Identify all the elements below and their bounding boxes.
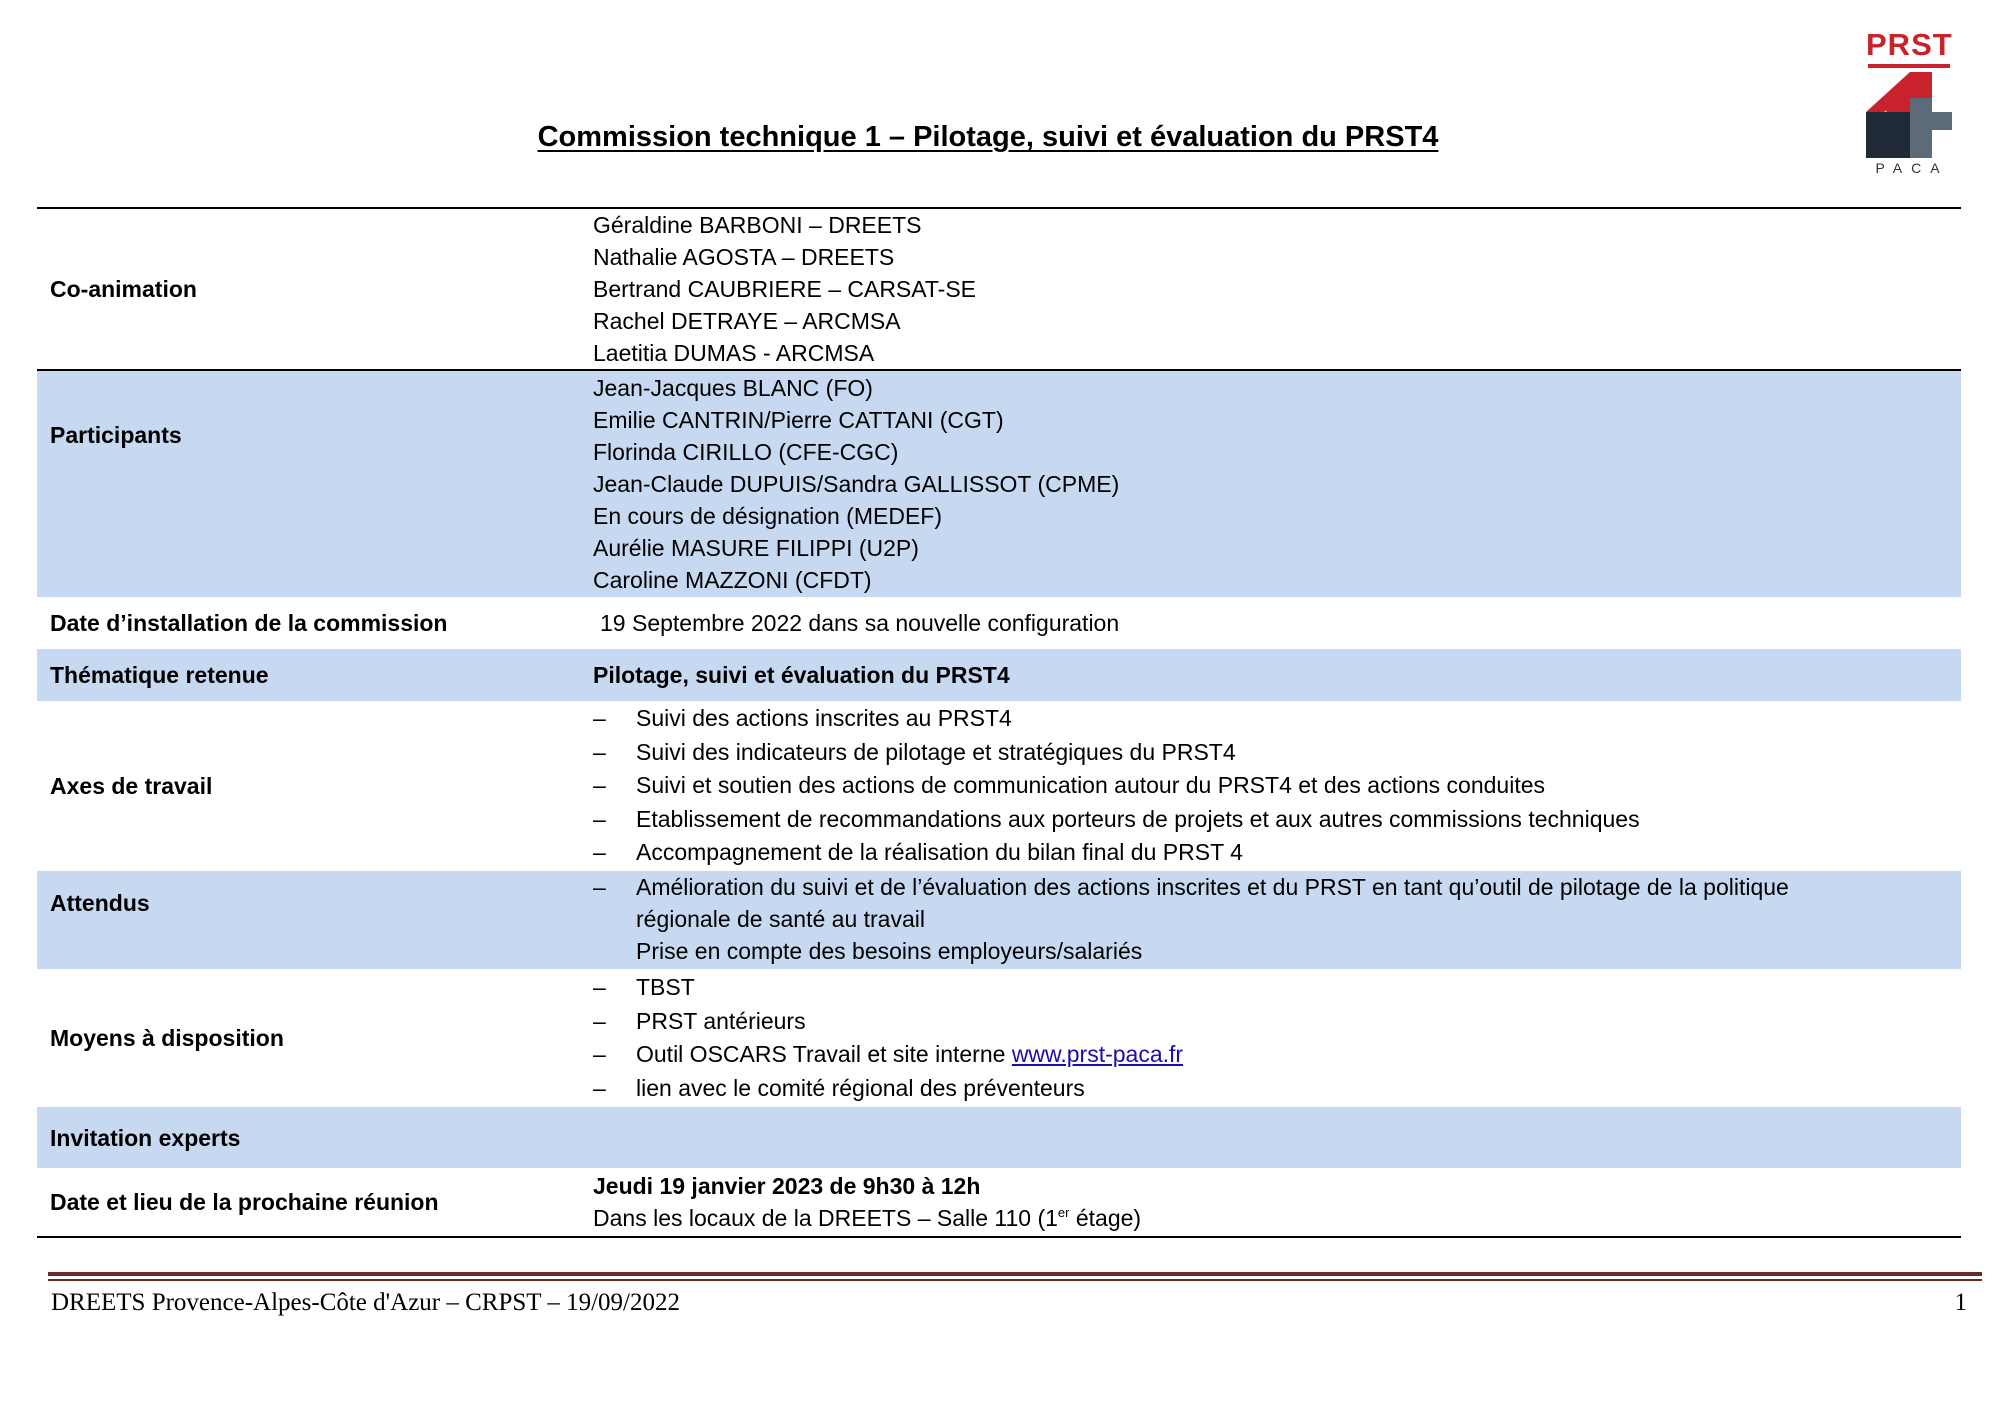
value-attendus [593,871,1961,967]
footer-text: DREETS Provence-Alpes-Côte d'Azur – CRPST – 19/09/2022 [51,1289,681,1316]
label-date-installation: Date d’installation de la commission [50,610,448,636]
row-moyens [37,969,1961,1107]
label-axes: Axes de travail [50,773,213,799]
row-attendus [37,871,1961,969]
participant: Jean-Claude DUPUIS/Sandra GALLISSOT (CPME) [593,471,1120,497]
value-coanimation [593,209,1961,369]
attendu-item [593,871,1961,935]
value-moyens [593,971,1961,1105]
prochaine-lieu-sup: er [1057,1205,1070,1220]
participant: Emilie CANTRIN/Pierre CATTANI (CGT) [593,407,1004,433]
row-coanimation [37,209,1961,371]
attendu-item: Prise en compte des besoins employeurs/salariés [636,938,1143,964]
attendu-line: Amélioration du suivi et de l’évaluation des actions inscrites et du PRST en tant qu’outil de pilotage de la politique [636,874,1789,900]
axe-item: – Etablissement de recommandations aux porteurs de projets et aux autres commissions techniques [593,803,1961,837]
commission-table [37,207,1961,1238]
value-axes [593,702,1961,870]
value-participants [593,371,1961,596]
axe-item: – Suivi et soutien des actions de communication autour du PRST4 et des actions conduites [593,769,1961,803]
footer-rule-thick [48,1272,1982,1276]
coanimation-person: Bertrand CAUBRIERE – CARSAT-SE [593,276,977,302]
prochaine-lieu-text: Dans les locaux de la DREETS – Salle 110 (1 [593,1205,1058,1231]
logo-top-text: PRST [1866,27,1953,62]
prst-paca-link[interactable]: www.prst-paca.fr [1011,1041,1184,1067]
value-prochaine [593,1170,1961,1234]
coanimation-person: Nathalie AGOSTA – DREETS [593,244,895,270]
coanimation-person: Rachel DETRAYE – ARCMSA [593,308,901,334]
prochaine-date: Jeudi 19 janvier 2023 de 9h30 à 12h [593,1173,981,1199]
attendu-line: régionale de santé au travail [636,906,925,932]
row-participants [37,371,1961,597]
participant: Jean-Jacques BLANC (FO) [593,375,873,401]
row-axes [37,701,1961,871]
row-thematique [37,649,1961,701]
label-participants: Participants [50,422,182,448]
moyen-text: Outil OSCARS Travail et site interne [636,1041,1012,1067]
coanimation-person: Laetitia DUMAS - ARCMSA [593,340,875,366]
axe-item: – Suivi des actions inscrites au PRST4 [593,702,1961,736]
participant: Aurélie MASURE FILIPPI (U2P) [593,535,919,561]
participant: En cours de désignation (MEDEF) [593,503,942,529]
label-coanimation: Co-animation [50,276,197,302]
page-number: 1 [1954,1289,1967,1316]
participant: Caroline MAZZONI (CFDT) [593,567,872,593]
participant: Florinda CIRILLO (CFE-CGC) [593,439,899,465]
moyen-item: – lien avec le comité régional des préventeurs [593,1072,1961,1106]
row-prochaine [37,1168,1961,1236]
row-invitation [37,1107,1961,1168]
logo-bottom-text: PACA [1875,160,1949,176]
page-title: Commission technique 1 – Pilotage, suivi et évaluation du PRST4 [537,121,1439,153]
label-attendus: Attendus [50,890,150,916]
label-thematique: Thématique retenue [50,662,269,688]
moyen-item [593,1038,1961,1072]
axe-item: – Suivi des indicateurs de pilotage et stratégiques du PRST4 [593,736,1961,770]
label-moyens: Moyens à disposition [50,1025,284,1051]
value-date-installation: 19 Septembre 2022 dans sa nouvelle configuration [600,610,1120,636]
moyen-item: – TBST [593,971,1961,1005]
footer-rule-thin [48,1279,1982,1281]
label-invitation: Invitation experts [50,1124,241,1151]
logo-underline [1868,64,1950,68]
moyen-item: – PRST antérieurs [593,1005,1961,1039]
prochaine-lieu-text-end: étage) [1069,1205,1142,1231]
axe-item: – Accompagnement de la réalisation du bilan final du PRST 4 [593,836,1961,870]
value-thematique: Pilotage, suivi et évaluation du PRST4 [593,662,1010,688]
prochaine-lieu [593,1202,1961,1234]
label-prochaine: Date et lieu de la prochaine réunion [50,1189,439,1215]
row-date-installation [37,597,1961,649]
coanimation-person: Géraldine BARBONI – DREETS [593,212,922,238]
